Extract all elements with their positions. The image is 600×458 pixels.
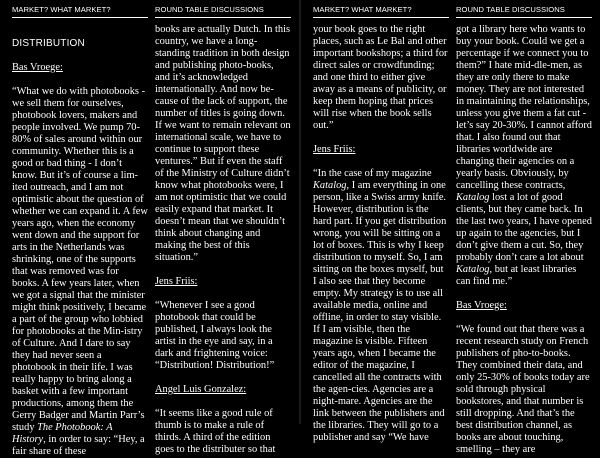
- book-title: The Photobook: A History: [12, 422, 113, 445]
- quote-paragraph: “In the case of my magazine Katalog, I am everything in one person, like a Swiss army knife. However, distribution is the hard part. If you get distribution wrong, you will be sitting on a lot of boxes. This is why I keep distribution to myself. So, I am sitting on the boxes myself, but I also see that they become empty. My strategy is to use all available media, online and offline, in order to stay visible. If I am visible, then the magazine is visible. Fifteen years ago, when I became the editor of the magazine, I cancelled all the contracts with the agen-cies. Agencies are a night-mare. Agencies are the link between the publishers and the libraries. They will go to a publisher and say “We have: [313, 168, 447, 443]
- quote-paragraph: “We found out that there was a recent research study on French publishers of pho-to-books. They combined their data, and only 25-30% of books today are sold through physical bookstores, and that number is still dropping. And that’s the best distribution channel, as books are about touching, smelling – they are: [456, 324, 590, 455]
- quote-paragraph: “What we do with photobooks - we sell them for ourselves, photobook lovers, makers and people involved. We pump 70-80% of sales around within our community. Whether this is a good or bad thing - I don’t know. But it’s of course a lim-ited outreach, and I am not optimistic about the question of whether we can expand it. A few years ago, when the economy went down and the support for arts in the Netherlands was shrinking, one of the supports that was removed was for books. A few years later, when we got a signal that the minister might think positively, I became a part of the group who lobbied for photobooks at the Min-istry of Culture. And I dare to say they had never seen a photobook in their life. I was really happy to bring along a basket with a few important productions, among them the Gerry Badger and Martin Parr’s study The Photobook: A History, in order to say: “Hey, a fair share of these: [12, 86, 148, 457]
- running-header-title: MARKET? WHAT MARKET?: [313, 5, 412, 14]
- quote-paragraph: “Whenever I see a good photobook that could be published, I always look the artist in the eye and say, in a dark and frightening voice: “Distribution! Distribution!”: [155, 300, 275, 371]
- magazine-title: Katalog: [313, 180, 347, 191]
- speaker-name: Bas Vroege:: [456, 300, 507, 311]
- speaker-name: Jens Friis:: [313, 144, 356, 155]
- header-rule: [313, 17, 449, 18]
- left-page: [0, 0, 299, 457]
- header-rule: [155, 17, 291, 18]
- header-rule: [12, 17, 148, 18]
- text-column: [313, 24, 449, 444]
- quote-paragraph: your book goes to the right places, such as Le Bal and other important bookshops; a third for direct sales or crowdfunding; and one third to either give away as a means of publicity, or keep them hoping that prices will rise when the book sells out.”: [313, 24, 448, 131]
- right-page: [301, 0, 600, 455]
- quote-paragraph: books are actually Dutch. In this country, we have a long-standing tradition in both design and publishing photo-books, and it’s acknowledged internationally. And now be-cause of the lack of support, the number of titles is going down. If we want to remain relevant on international scale, we have to continue to support these ventures.” But if even the staff of the Ministry of Culture didn’t know what photobooks were, I am not optimistic that we could easily expand that market. It doesn’t mean that we shouldn’t think about changing and making the best of this situation.”: [155, 24, 291, 263]
- quote-paragraph: “It seems like a good rule of thumb is to make a rule of thirds. A third of the edition goes to the distributer so that: [155, 408, 276, 455]
- running-header-section: ROUND TABLE DISCUSSIONS: [155, 5, 264, 14]
- text-column: [12, 38, 148, 458]
- running-header-title: MARKET? WHAT MARKET?: [12, 5, 111, 14]
- speaker-name: Bas Vroege:: [12, 62, 63, 73]
- quote-paragraph: got a library here who wants to buy your book. Could we get a percentage if we connect you to them?” I hate mid-dle-men, as they are only there to make money. They are not interested in maintaining the relationships, unless you give them a fat cut - let’s say 20-30%. I cannot afford that. I also found out that libraries worldwide are changing their agencies on a yearly basis. Obviously, by cancelling these contracts, Katalog lost a lot of good clients, but they came back. In the last two years, I have opened up again to the agencies, but I don’t give them a cut. So, they probably don’t care a lot about Katalog, but at least libraries can find me.”: [456, 24, 593, 287]
- magazine-title: Katalog: [456, 264, 490, 275]
- running-header-section: ROUND TABLE DISCUSSIONS: [456, 5, 565, 14]
- speaker-name: Angel Luis Gonzalez:: [155, 384, 247, 395]
- section-heading: DISTRIBUTION: [12, 38, 85, 49]
- magazine-title: Katalog: [456, 192, 490, 203]
- header-rule: [456, 17, 592, 18]
- text-column: [456, 24, 592, 456]
- text-column: [155, 24, 291, 456]
- speaker-name: Jens Friis:: [155, 276, 198, 287]
